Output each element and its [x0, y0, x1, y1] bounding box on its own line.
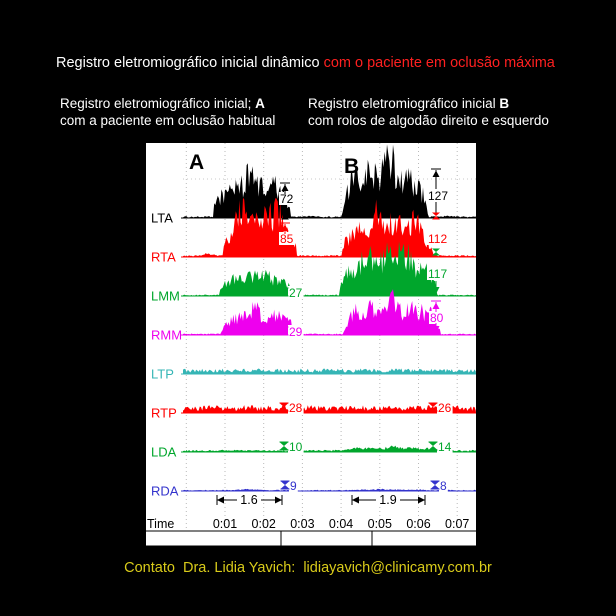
- svg-text:B: B: [344, 155, 360, 178]
- svg-text:0:06: 0:06: [406, 517, 431, 531]
- svg-text:0:01: 0:01: [212, 517, 238, 531]
- subtitle-left: [60, 95, 275, 129]
- svg-text:127: 127: [428, 189, 449, 203]
- footer-contact: Contato Dra. Lidia Yavich: lidiayavich@clinicamy.com.br: [124, 560, 492, 576]
- svg-text:28: 28: [289, 401, 303, 415]
- svg-text:1.6: 1.6: [240, 493, 258, 507]
- svg-text:LDA: LDA: [151, 444, 177, 460]
- main-title-red: com o paciente em oclusão máxima: [323, 55, 555, 71]
- svg-text:0:07: 0:07: [445, 517, 470, 531]
- svg-text:LTA: LTA: [151, 210, 173, 226]
- section-b-letter: B: [499, 96, 510, 111]
- svg-text:8: 8: [440, 479, 447, 493]
- svg-text:Time: Time: [147, 517, 175, 531]
- subtitle-right-line1: Registro eletromiográfico inicial B: [308, 96, 510, 111]
- svg-text:LMM: LMM: [151, 288, 180, 304]
- svg-text:0:05: 0:05: [367, 517, 392, 531]
- emg-chart: [145, 142, 477, 547]
- svg-text:0:02: 0:02: [251, 517, 276, 531]
- subtitle-right: [308, 95, 549, 129]
- main-title-white: Registro eletromiográfico inicial dinâmico: [56, 55, 324, 71]
- svg-text:RTA: RTA: [151, 249, 176, 265]
- emg-chart-svg: [145, 142, 477, 547]
- svg-text:112: 112: [428, 232, 448, 246]
- svg-text:9: 9: [290, 479, 297, 493]
- section-a-letter: A: [255, 96, 265, 111]
- svg-text:RTP: RTP: [151, 405, 177, 421]
- svg-text:0:03: 0:03: [290, 517, 315, 531]
- svg-text:10: 10: [289, 440, 303, 454]
- svg-text:29: 29: [289, 325, 303, 339]
- svg-text:85: 85: [280, 232, 294, 246]
- svg-text:1.9: 1.9: [379, 493, 397, 507]
- svg-text:14: 14: [438, 440, 452, 454]
- svg-text:27: 27: [289, 286, 303, 300]
- svg-text:117: 117: [428, 267, 448, 281]
- svg-text:72: 72: [280, 192, 294, 206]
- svg-text:A: A: [189, 151, 205, 174]
- subtitle-left-line1: Registro eletromiográfico inicial; A: [60, 96, 265, 111]
- svg-text:RDA: RDA: [151, 483, 179, 499]
- svg-text:0:04: 0:04: [328, 517, 354, 531]
- svg-text:RMM: RMM: [151, 327, 183, 343]
- svg-text:LTP: LTP: [151, 366, 174, 382]
- subtitle-left-line2: com a paciente em oclusão habitual: [60, 113, 276, 128]
- subtitle-right-line2: com rolos de algodão direito e esquerdo: [308, 113, 549, 128]
- main-title: [56, 55, 555, 71]
- svg-text:80: 80: [430, 311, 444, 325]
- svg-text:26: 26: [438, 401, 452, 415]
